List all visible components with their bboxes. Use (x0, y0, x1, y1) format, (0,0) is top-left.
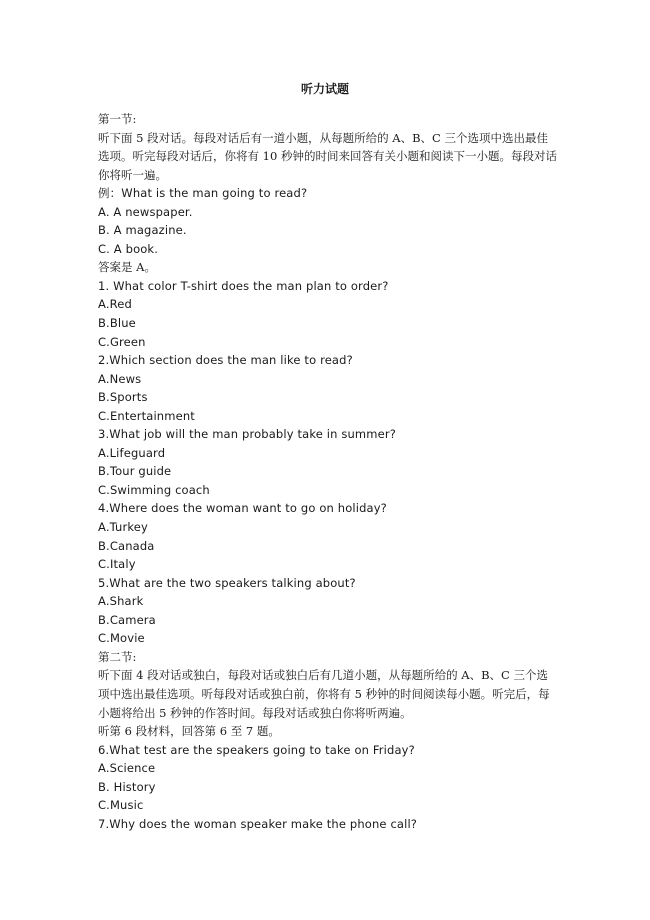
section-note: 答案是 A。 (98, 260, 156, 275)
answer-option: B.Blue (98, 316, 136, 331)
answer-option: A.Turkey (98, 520, 148, 535)
question-text: 2.Which section does the man like to read? (98, 353, 353, 368)
answer-option: A.News (98, 371, 142, 386)
answer-option: C.Italy (98, 557, 136, 572)
answer-option: B.Canada (98, 538, 155, 553)
answer-option: B.Tour guide (98, 464, 172, 479)
question-text: 6.What test are the speakers going to take on Friday? (98, 742, 415, 757)
section-note: 第一节: (98, 112, 137, 126)
document-title: 听力试题 (300, 82, 349, 96)
answer-option: A. A newspaper. (98, 204, 193, 219)
question-text: 5.What are the two speakers talking about? (98, 575, 356, 590)
question-text: 3.What job will the man probably take in summer? (98, 427, 396, 442)
instruction-paragraph: 听下面 4 段对话或独白，每段对话或独白后有几道小题，从每题所给的 A、B、C 三个选项中选出最佳选项。听每段对话或独白前，你将有 5 秒钟的时间阅读每小题。听完后，每小题将给出 5 秒钟的作答时间。每段对话或独白你将听两遍。 (98, 668, 550, 720)
answer-option: C.Movie (98, 631, 145, 646)
answer-option: B.Sports (98, 390, 148, 405)
answer-option: C.Swimming coach (98, 482, 210, 497)
answer-option: A.Red (98, 297, 132, 312)
instruction-paragraph: 听下面 5 段对话。每段对话后有一道小题，从每题所给的 A、B、C 三个选项中选出最佳选项。听完每段对话后，你将有 10 秒钟的时间来回答有关小题和阅读下一小题。每段对话你将听一遍。 (98, 130, 557, 182)
question-text: 7.Why does the woman speaker make the phone call? (98, 816, 418, 831)
question-text: 4.Where does the woman want to go on holiday? (98, 501, 387, 516)
section-note: 听第 6 段材料，回答第 6 至 7 题。 (98, 724, 280, 739)
answer-option: A.Lifeguard (98, 445, 166, 460)
answer-option: A.Shark (98, 594, 144, 609)
document-body (98, 110, 558, 833)
answer-option: B. History (98, 779, 156, 794)
answer-option: C.Entertainment (98, 408, 195, 423)
example-question: 例：What is the man going to read? (98, 186, 308, 201)
answer-option: C.Music (98, 798, 144, 813)
question-text: 1. What color T-shirt does the man plan to order? (98, 278, 389, 293)
section-note: 第二节: (98, 649, 137, 664)
answer-option: C. A book. (98, 241, 159, 256)
answer-option: A.Science (98, 761, 156, 776)
answer-option: C.Green (98, 334, 146, 349)
answer-option: B. A magazine. (98, 223, 187, 238)
answer-option: B.Camera (98, 612, 156, 627)
